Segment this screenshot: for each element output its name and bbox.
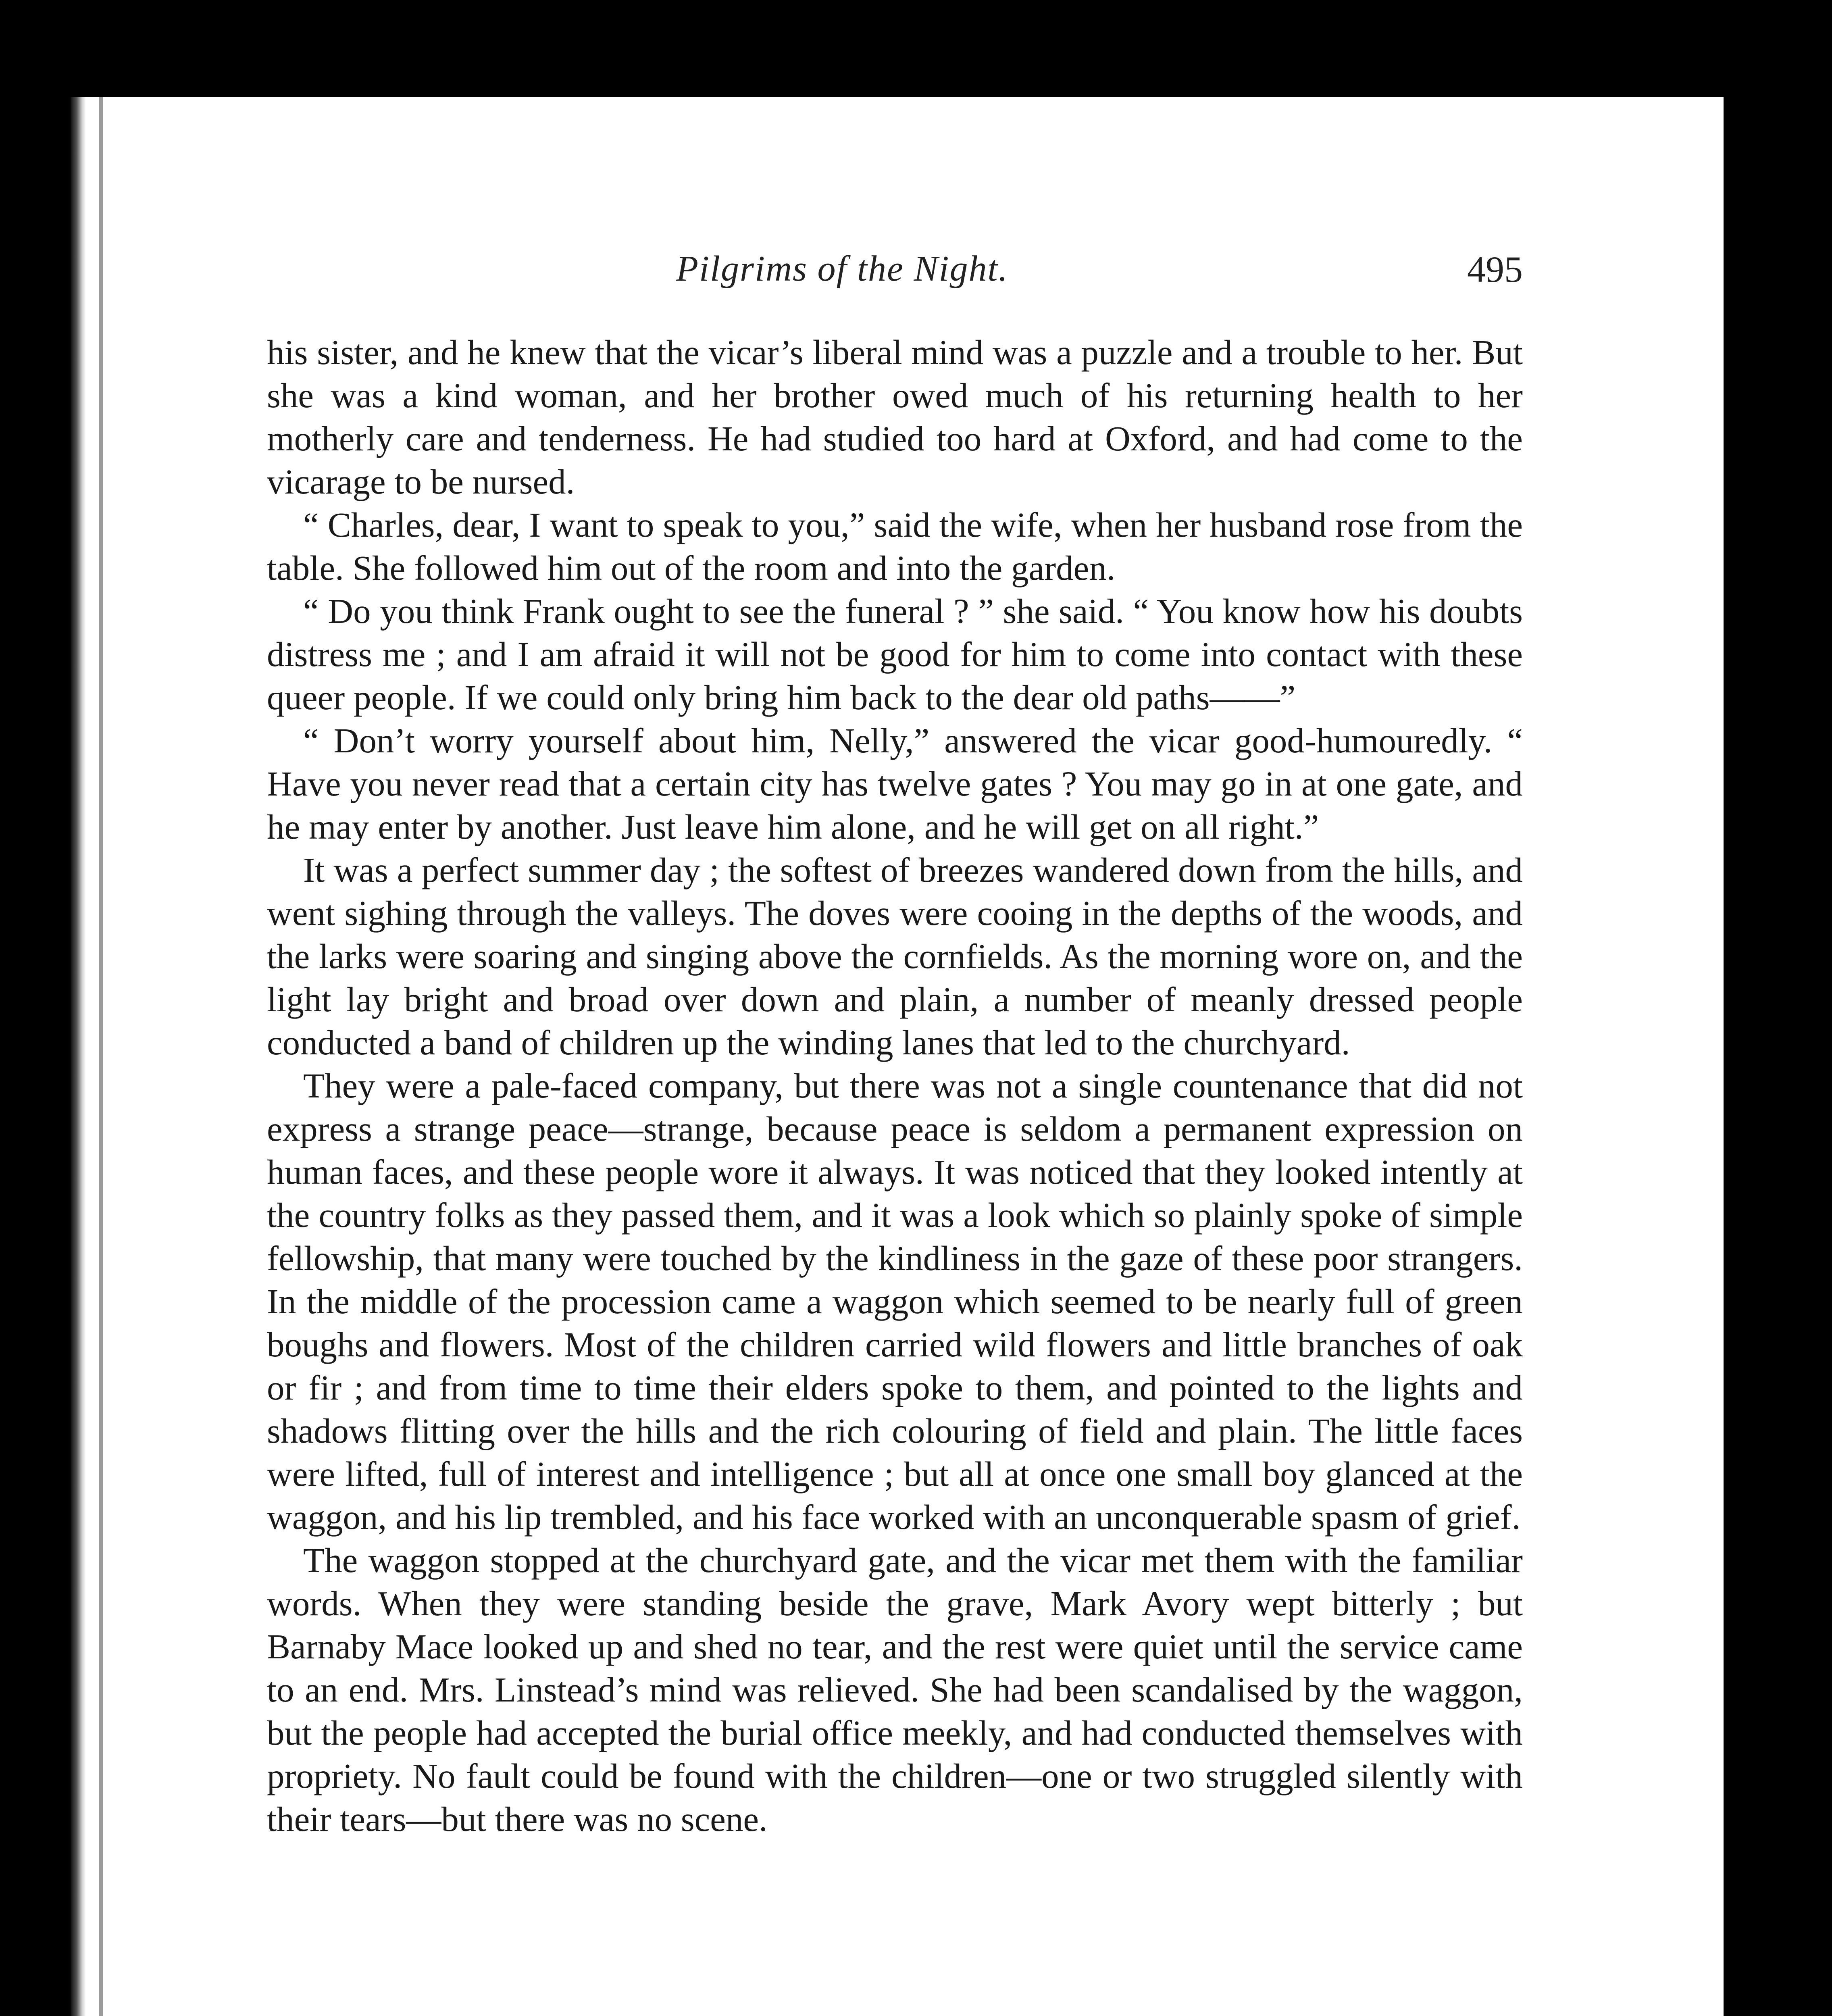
paragraph-5: It was a perfect summer day ; the softest of breezes wandered down from the hills, and went sighing through the valleys. The doves were cooing in the depths of the woods, and the larks were soaring and singing above the cornfields. As the morning wore on, and the light lay bright and broad over down and plain, a number of meanly dressed people conducted a band of children up the winding lanes that led to the churchyard. bbox=[267, 850, 1523, 1062]
paragraph-3: “ Do you think Frank ought to see the funeral ? ” she said. “ You know how his doubts distress me ; and I am afraid it will not be good for him to come into contact with these queer people. If we could only bring him back to the dear old paths——” bbox=[267, 591, 1523, 717]
page-number: 495 bbox=[1467, 249, 1523, 290]
page-header bbox=[267, 240, 1523, 304]
paragraph-7: The waggon stopped at the churchyard gate, and the vicar met them with the familiar words. When they were standing beside the grave, Mark Avory wept bitterly ; but Barnaby Mace looked up and shed no tear, and the rest were quiet until the service came to an end. Mrs. Linstead’s mind was relieved. She had been scandalised by the waggon, but the people had accepted the burial office meekly, and had conducted themselves with propriety. No fault could be found with the children—one or two struggled silently with their tears—but there was no scene. bbox=[267, 1541, 1523, 1839]
body-text bbox=[267, 331, 1523, 1841]
paragraph-2: “ Charles, dear, I want to speak to you,” said the wife, when her husband rose from the table. She followed him out of the room and into the garden. bbox=[267, 505, 1523, 587]
paragraph-6: They were a pale-faced company, but there was not a single countenance that did not express a strange peace—strange, because peace is seldom a permanent expression on human faces, and these people wore it always. It was noticed that they looked intently at the country folks as they passed them, and it was a look which so plainly spoke of simple fellowship, that many were touched by the kindliness in the gaze of these poor strangers. In the middle of the procession came a waggon which seemed to be nearly full of green boughs and flowers. Most of the children carried wild flowers and little branches of oak or fir ; and from time to time their elders spoke to them, and pointed to the lights and shadows flitting over the hills and the rich colouring of field and plain. The little faces were lifted, full of interest and intelligence ; but all at once one small boy glanced at the waggon, and his lip trembled, and his face worked with an unconquerable spasm of grief. bbox=[267, 1066, 1523, 1537]
book-page bbox=[71, 97, 1724, 2016]
running-title: Pilgrims of the Night. bbox=[676, 249, 1009, 289]
page-gutter-line bbox=[99, 97, 103, 2016]
page-spine-shadow bbox=[71, 97, 86, 2016]
paragraph-1: his sister, and he knew that the vicar’s liberal mind was a puzzle and a trouble to her. But she was a kind woman, and her brother owed much of his returning health to her motherly care and tenderness. He had studied too hard at Oxford, and had come to the vicarage to be nursed. bbox=[267, 333, 1523, 501]
paragraph-4: “ Don’t worry yourself about him, Nelly,” answered the vicar good-humouredly. “ Have you never read that a certain city has twelve gates ? You may go in at one gate, and he may enter by another. Just leave him alone, and he will get on all right.” bbox=[267, 721, 1523, 846]
